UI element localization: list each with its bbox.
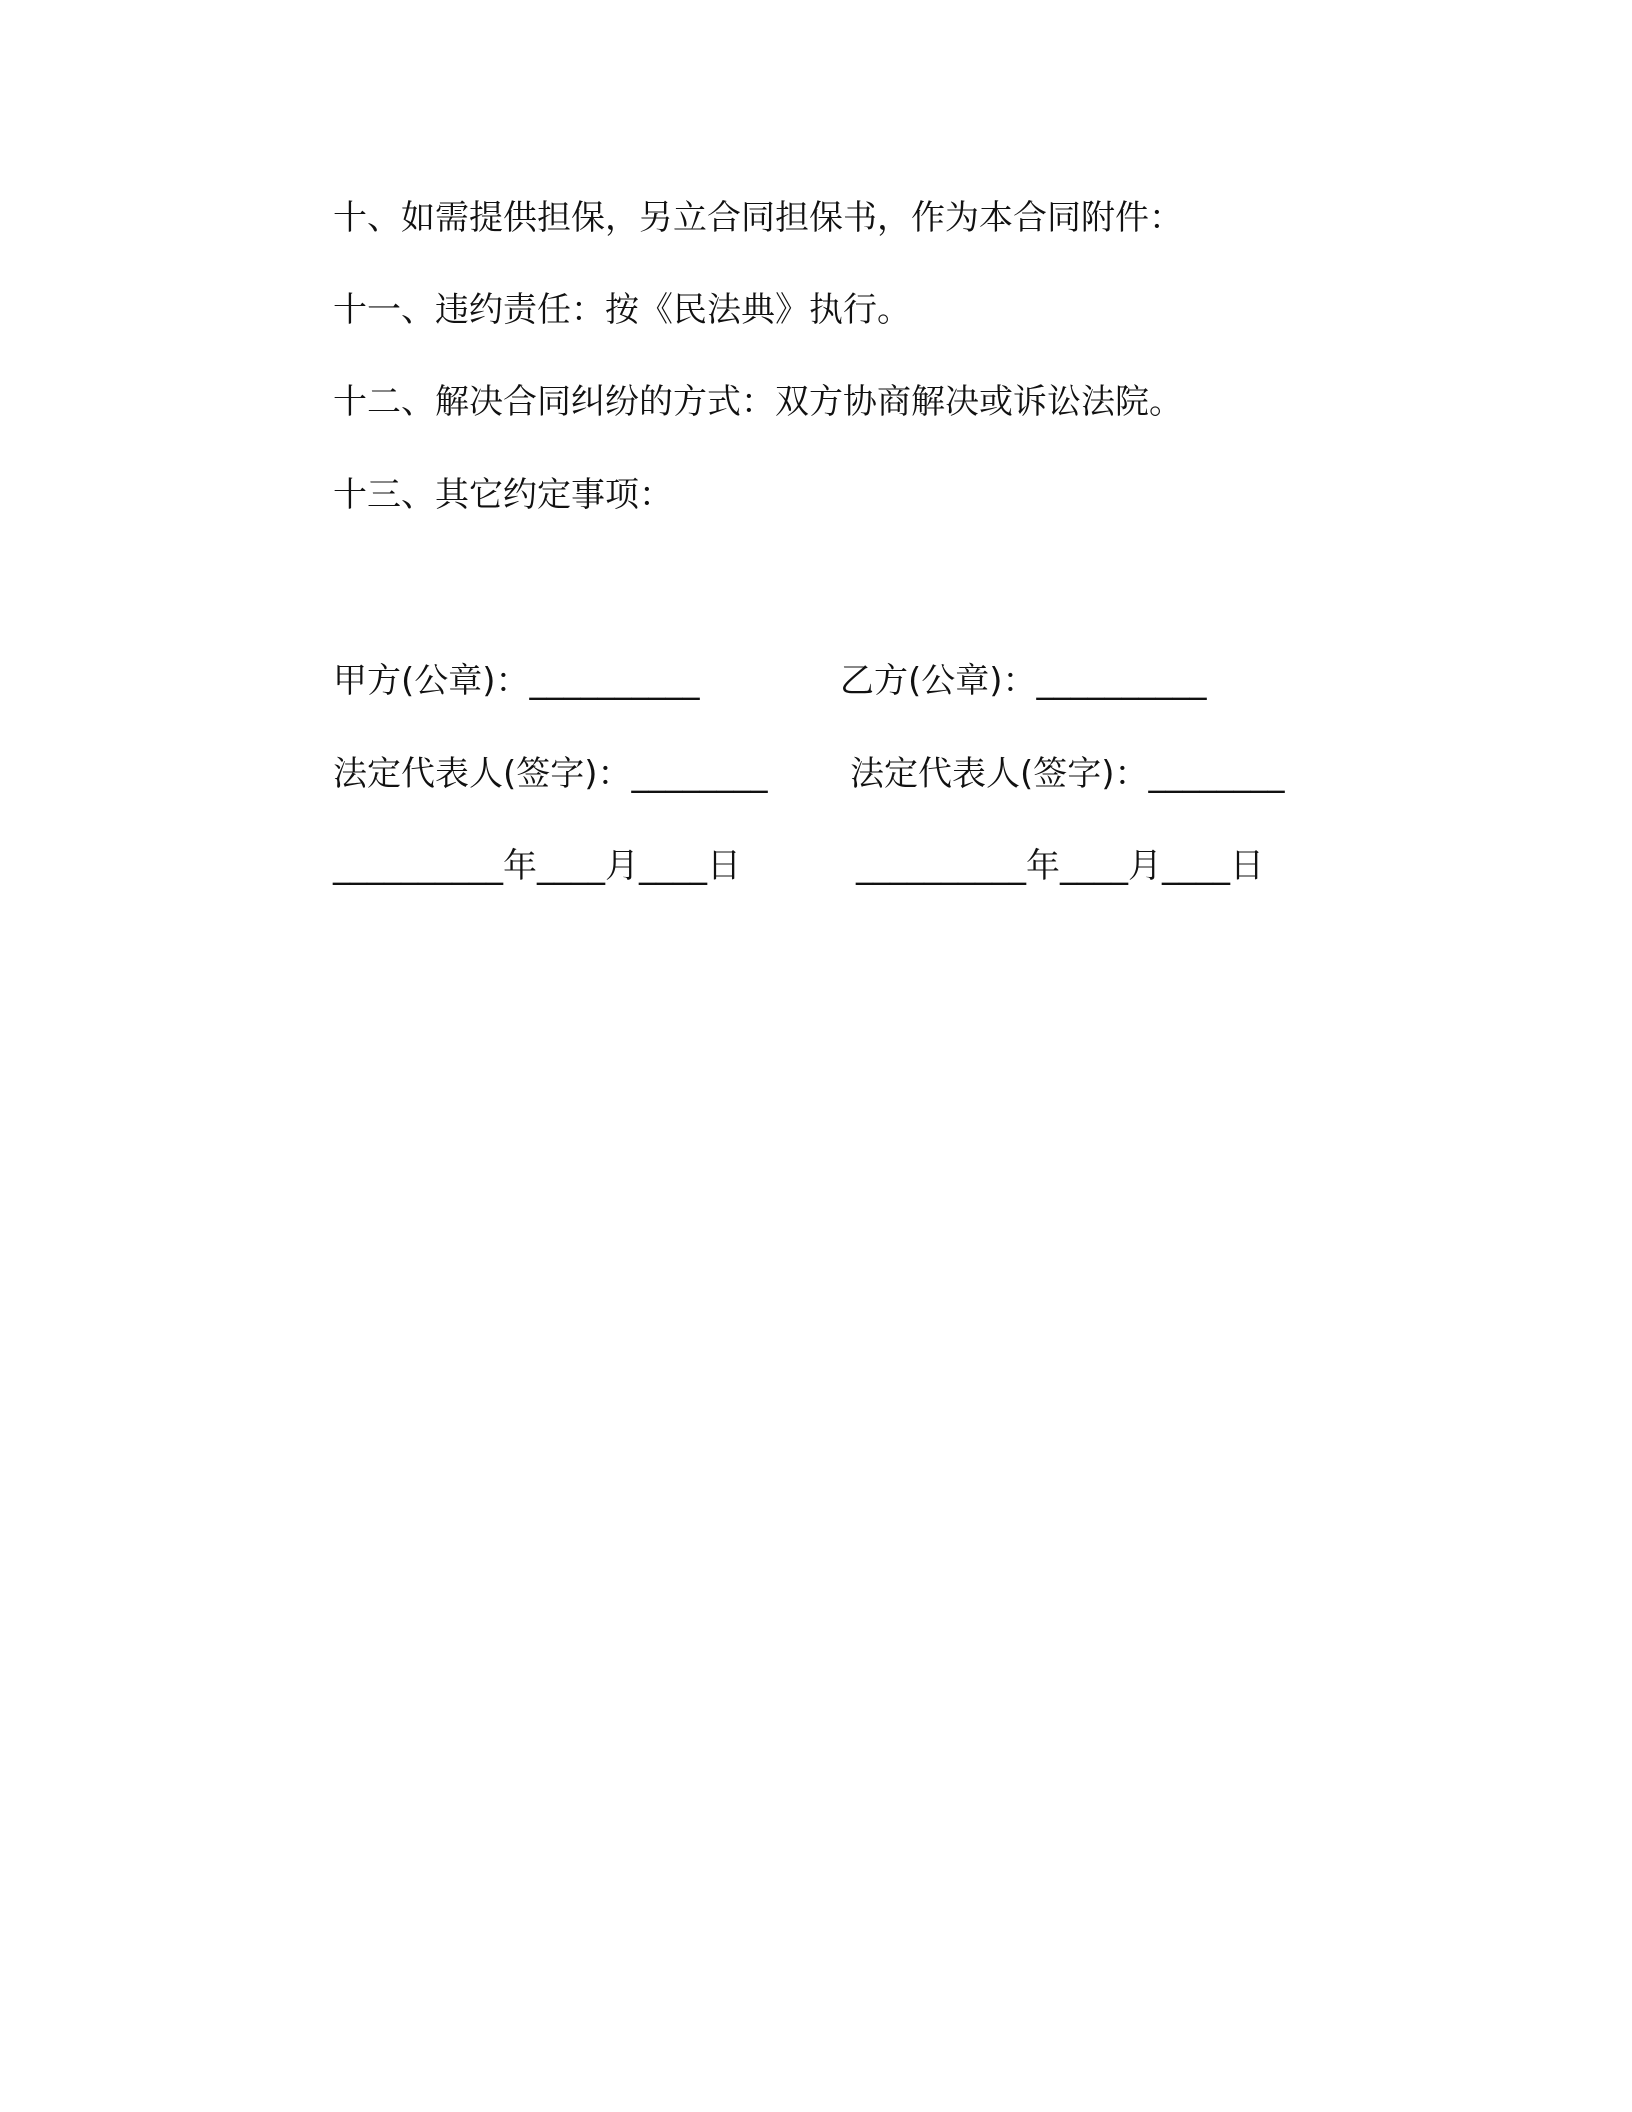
- clause-other-matters: 十三、其它约定事项：: [333, 475, 673, 515]
- party-a-seal-line: 甲方(公章)：__________: [333, 661, 700, 701]
- clause-liability: 十一、违约责任：按《民法典》执行。: [333, 290, 911, 330]
- party-a-date-line: __________年____月____日: [333, 846, 741, 886]
- party-b-representative-line: 法定代表人(签字)：________: [850, 754, 1285, 794]
- party-a-representative-line: 法定代表人(签字)：________: [333, 754, 768, 794]
- party-b-date-line: __________年____月____日: [856, 846, 1264, 886]
- clause-guarantee: 十、如需提供担保，另立合同担保书，作为本合同附件：: [333, 198, 1183, 238]
- clause-dispute-resolution: 十二、解决合同纠纷的方式：双方协商解决或诉讼法院。: [333, 382, 1183, 422]
- party-b-seal-line: 乙方(公章)：__________: [840, 661, 1207, 701]
